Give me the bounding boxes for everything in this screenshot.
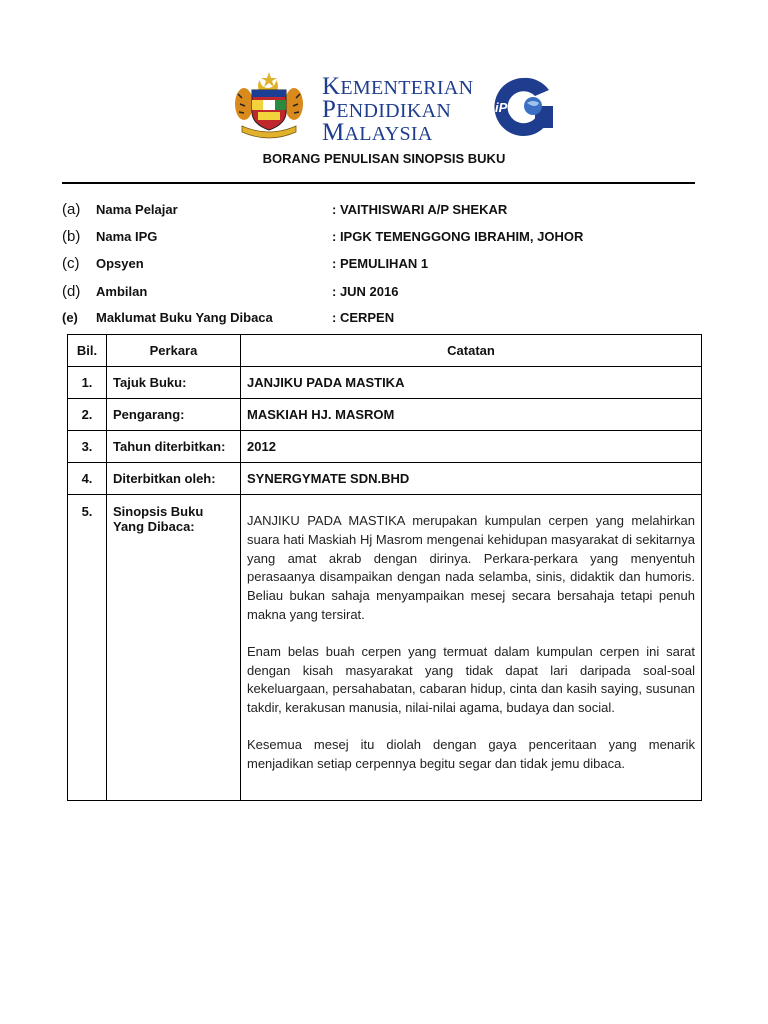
info-label: Opsyen [96, 256, 144, 271]
table-row [68, 399, 702, 431]
info-row-ambilan [62, 284, 702, 304]
row-note [241, 495, 702, 801]
info-row-nama-ipg [62, 229, 702, 249]
info-value: : CERPEN [332, 310, 395, 325]
info-row-maklumat-buku [62, 310, 702, 330]
title-divider [62, 182, 695, 184]
synopsis-label-line-2: Yang Dibaca: [113, 519, 195, 534]
synopsis-label-line-1: Sinopsis Buku [113, 504, 204, 519]
row-note: 2012 [241, 431, 702, 463]
book-info-table [67, 334, 702, 801]
ministry-wordmark [322, 73, 474, 146]
info-value: : PEMULIHAN 1 [332, 256, 429, 271]
synopsis-text [247, 495, 695, 774]
row-item: Diterbitkan oleh: [107, 463, 241, 495]
row-item: Tahun diterbitkan: [107, 431, 241, 463]
row-item: Pengarang: [107, 399, 241, 431]
header-catatan: Catatan [241, 335, 702, 367]
table-row [68, 367, 702, 399]
table-header-row [68, 335, 702, 367]
form-title: BORANG PENULISAN SINOPSIS BUKU [262, 151, 506, 166]
info-label: Nama Pelajar [96, 202, 178, 217]
ipg-logo-text: iPG [495, 100, 518, 115]
row-item: Tajuk Buku: [107, 367, 241, 399]
synopsis-paragraph: Enam belas buah cerpen yang termuat dalam kumpulan cerpen ini sarat dengan kisah masyarakat yang tidak dapat lari daripada soal-soal kekeluargaan, persahabatan, cabaran hidup, cinta dan kasih saying, susunan takdir, kerakusan manusia, nilai-nilai agama, budaya dan social. [247, 643, 695, 716]
info-letter: (b) [62, 228, 81, 245]
malaysia-coat-of-arms-icon [232, 70, 306, 140]
row-number: 3. [68, 431, 107, 463]
info-letter: (c) [62, 255, 80, 272]
info-letter: (d) [62, 283, 81, 300]
info-label: Nama IPG [96, 229, 158, 244]
info-value: : VAITHISWARI A/P SHEKAR [332, 202, 508, 217]
synopsis-paragraph: JANJIKU PADA MASTIKA merupakan kumpulan cerpen yang melahirkan suara hati Maskiah Hj Masrom mengenai kehidupan masyarakat di sekitarnya yang amat akrab dengan dirinya. Perkara-perkara yang menyentuh perasaanya disampaikan dengan nada selamba, sinis, didaktik dan humoris. Beliau bukan sahaja menyampaikan mesej secara bersahaja tetapi penuh makna yang tersirat. [247, 513, 695, 622]
row-number: 1. [68, 367, 107, 399]
row-item [107, 495, 241, 801]
info-letter: (e) [62, 310, 78, 325]
row-note: MASKIAH HJ. MASROM [241, 399, 702, 431]
info-letter: (a) [62, 201, 81, 218]
ministry-line-2: PENDIDIKAN [322, 96, 452, 123]
row-note: SYNERGYMATE SDN.BHD [241, 463, 702, 495]
info-row-opsyen [62, 256, 702, 276]
info-value: : JUN 2016 [332, 284, 399, 299]
ipg-logo-icon [491, 76, 555, 138]
ministry-line-3: MALAYSIA [322, 119, 433, 146]
header-perkara: Perkara [107, 335, 241, 367]
info-value: : IPGK TEMENGGONG IBRAHIM, JOHOR [332, 229, 584, 244]
row-note: JANJIKU PADA MASTIKA [241, 367, 702, 399]
table-row-synopsis [68, 495, 702, 801]
row-number: 2. [68, 399, 107, 431]
info-label: Maklumat Buku Yang Dibaca [96, 310, 273, 325]
table-row [68, 463, 702, 495]
header-bil: Bil. [68, 335, 107, 367]
synopsis-paragraph: Kesemua mesej itu diolah dengan gaya penceritaan yang menarik menjadikan setiap cerpennya begitu segar dan tidak jemu dibaca. [247, 736, 695, 771]
table-row [68, 431, 702, 463]
ministry-line-1: KEMENTERIAN [322, 73, 474, 100]
row-number: 5. [68, 495, 107, 801]
row-number: 4. [68, 463, 107, 495]
info-row-nama-pelajar [62, 202, 702, 222]
info-label: Ambilan [96, 284, 148, 299]
